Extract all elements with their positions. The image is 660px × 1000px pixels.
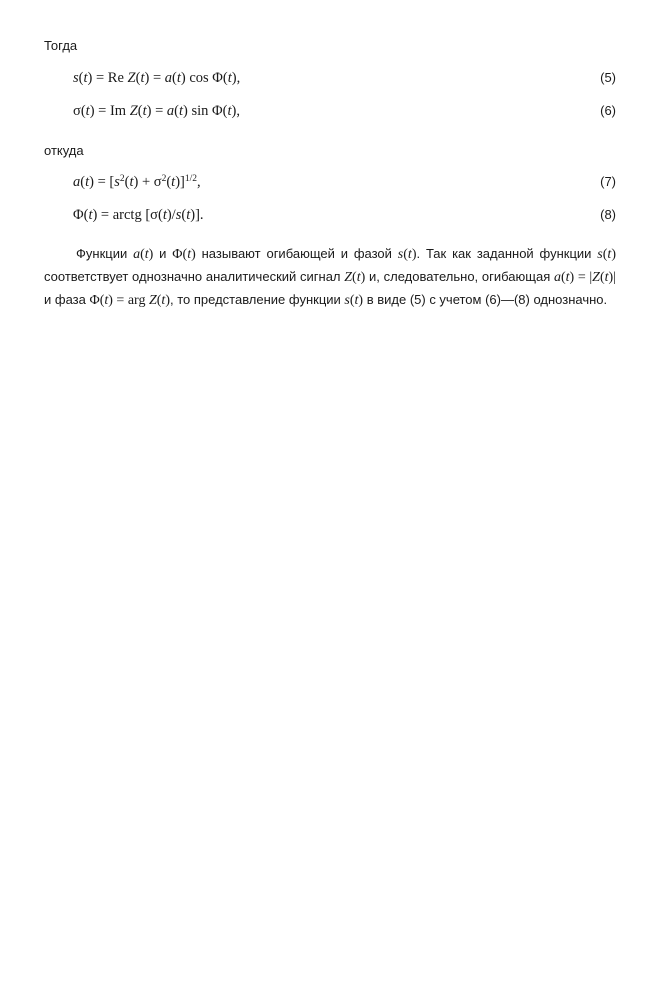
equation-6 [0, 103, 660, 125]
formula-imaginary-part: σ(t) = Im Z(t) = a(t) sin Φ(t), [73, 103, 240, 119]
equation-number: (7) [600, 174, 616, 189]
word-then: Тогда [44, 38, 78, 53]
equation-number: (5) [600, 70, 616, 85]
equation-number: (6) [600, 103, 616, 118]
equation-7 [0, 174, 660, 196]
word-whence: откуда [44, 143, 84, 158]
equation-number: (8) [600, 207, 616, 222]
formula-phase: Φ(t) = arctg [σ(t)/s(t)]. [73, 207, 204, 223]
equation-8 [0, 207, 660, 229]
formula-envelope: $a(t) = [s^2(t) + \sigma^2(t)]^{1/2}$, [73, 174, 201, 190]
body-paragraph [44, 243, 616, 312]
formula-real-part: s(t) = Re Z(t) = a(t) cos Φ(t), [73, 70, 241, 86]
paragraph-text: Функции a(t) и Φ(t) называют огибающей и фазой s(t). Так как заданной функции s(t) соответствует однозначно аналитический сигнал Z(t) и, следовательно, огибающая a(t) = |Z(t)| и фаза Φ(t) = arg Z(t), то представление функции s(t) в виде (5) с учетом (6)—(8) однозначно. [44, 246, 616, 308]
equation-5 [0, 70, 660, 92]
